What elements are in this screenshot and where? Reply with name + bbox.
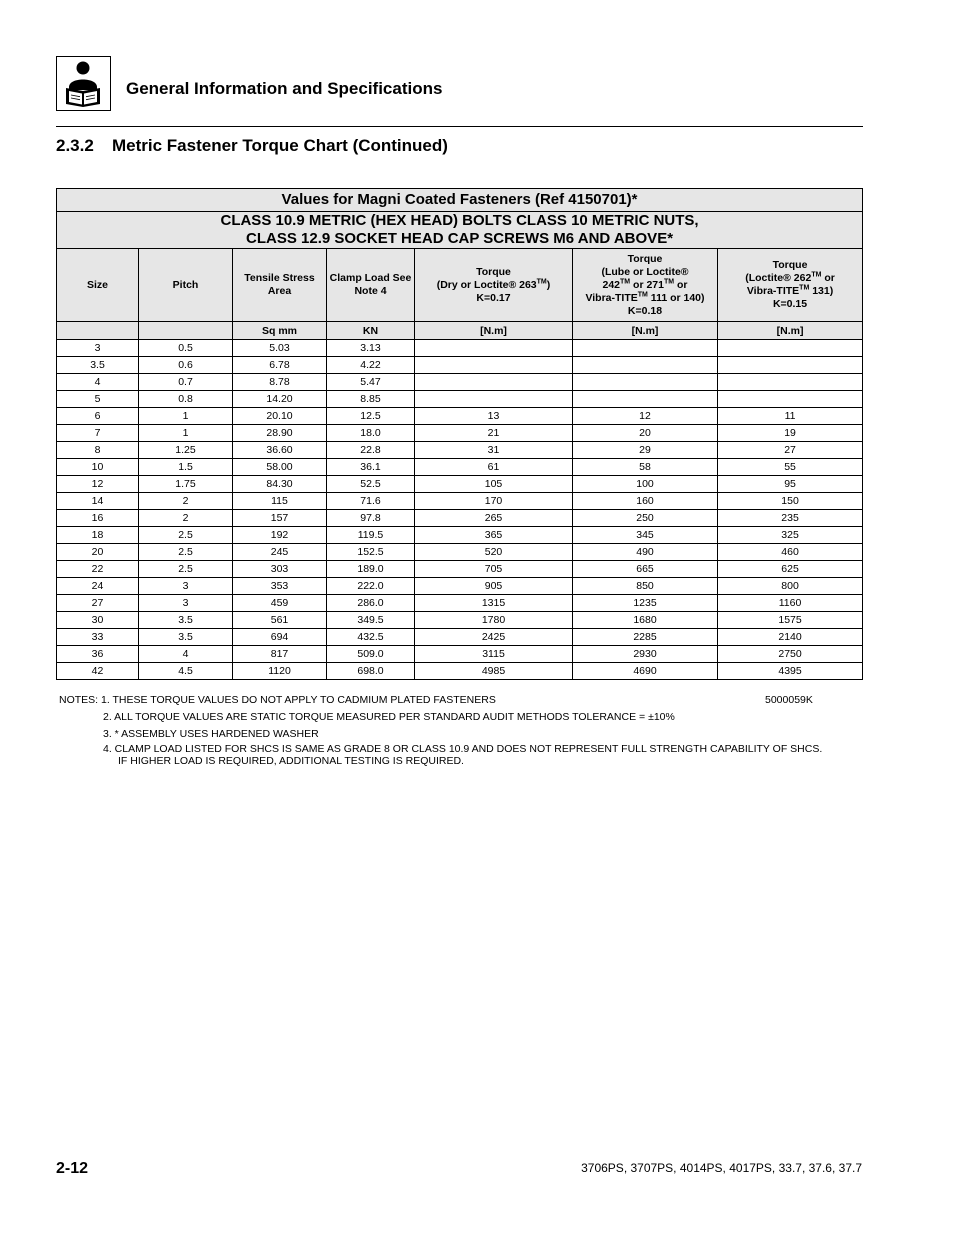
cell-size: 27	[57, 595, 139, 612]
unit-torque-dry: [N.m]	[415, 322, 573, 340]
column-header-pitch: Pitch	[139, 249, 233, 322]
cell-torque-dry	[415, 391, 573, 408]
cell-size: 8	[57, 442, 139, 459]
table-row	[57, 510, 863, 527]
cell-torque-lube: 1235	[573, 595, 718, 612]
cell-clamp: 36.1	[327, 459, 415, 476]
cell-size: 14	[57, 493, 139, 510]
cell-torque-loctite: 11	[718, 408, 863, 425]
banner-class-line-1: CLASS 10.9 METRIC (HEX HEAD) BOLTS CLASS 10 METRIC NUTS,	[220, 212, 699, 229]
cell-tensile: 28.90	[233, 425, 327, 442]
column-header-size: Size	[57, 249, 139, 322]
table-row	[57, 544, 863, 561]
cell-torque-lube	[573, 357, 718, 374]
cell-size: 10	[57, 459, 139, 476]
cell-torque-dry: 905	[415, 578, 573, 595]
cell-clamp: 119.5	[327, 527, 415, 544]
cell-size: 4	[57, 374, 139, 391]
cell-pitch: 0.5	[139, 340, 233, 357]
cell-torque-dry: 61	[415, 459, 573, 476]
cell-torque-lube: 4690	[573, 663, 718, 680]
trademark-superscript: TM	[536, 278, 547, 285]
cell-clamp: 509.0	[327, 646, 415, 663]
cell-clamp: 8.85	[327, 391, 415, 408]
cell-torque-lube: 12	[573, 408, 718, 425]
cell-pitch: 0.6	[139, 357, 233, 374]
cell-torque-loctite	[718, 391, 863, 408]
loctite-header-line-1: Torque	[772, 259, 808, 271]
cell-clamp: 432.5	[327, 629, 415, 646]
cell-tensile: 245	[233, 544, 327, 561]
trademark-superscript: TM	[620, 278, 631, 285]
cell-size: 6	[57, 408, 139, 425]
cell-size: 3.5	[57, 357, 139, 374]
table-row	[57, 612, 863, 629]
cell-torque-dry: 4985	[415, 663, 573, 680]
lube-header-line-3-mid: or 271	[630, 278, 664, 291]
cell-torque-loctite: 625	[718, 561, 863, 578]
unit-pitch	[139, 322, 233, 340]
cell-clamp: 286.0	[327, 595, 415, 612]
cell-torque-dry: 265	[415, 510, 573, 527]
lube-header-line-4: Vibra-TITE	[585, 291, 638, 304]
cell-pitch: 3	[139, 578, 233, 595]
table-row	[57, 493, 863, 510]
cell-torque-lube: 490	[573, 544, 718, 561]
table-row	[57, 459, 863, 476]
cell-torque-loctite: 27	[718, 442, 863, 459]
clamp-header-line-2: Note 4	[354, 285, 387, 297]
cell-torque-loctite	[718, 357, 863, 374]
cell-pitch: 1.5	[139, 459, 233, 476]
cell-torque-loctite: 4395	[718, 663, 863, 680]
cell-clamp: 698.0	[327, 663, 415, 680]
cell-clamp: 12.5	[327, 408, 415, 425]
cell-size: 18	[57, 527, 139, 544]
column-header-clamp	[327, 249, 415, 322]
table-banner-class	[57, 212, 863, 249]
cell-clamp: 349.5	[327, 612, 415, 629]
cell-torque-dry	[415, 357, 573, 374]
cell-torque-lube: 345	[573, 527, 718, 544]
cell-pitch: 3.5	[139, 612, 233, 629]
cell-tensile: 561	[233, 612, 327, 629]
loctite-header-line-4: K=0.15	[772, 298, 808, 310]
cell-torque-lube	[573, 374, 718, 391]
cell-torque-lube: 100	[573, 476, 718, 493]
trademark-superscript: TM	[799, 284, 810, 292]
cell-pitch: 0.8	[139, 391, 233, 408]
cell-size: 12	[57, 476, 139, 493]
cell-torque-lube: 665	[573, 561, 718, 578]
cell-torque-lube: 2930	[573, 646, 718, 663]
section-title	[56, 136, 448, 156]
cell-pitch: 1.25	[139, 442, 233, 459]
cell-pitch: 2.5	[139, 544, 233, 561]
cell-size: 16	[57, 510, 139, 527]
section-title-text: Metric Fastener Torque Chart (Continued)	[112, 136, 448, 155]
cell-torque-lube	[573, 391, 718, 408]
cell-torque-lube: 58	[573, 459, 718, 476]
cell-clamp: 5.47	[327, 374, 415, 391]
column-header-torque-lube	[573, 249, 718, 322]
cell-torque-dry: 705	[415, 561, 573, 578]
cell-torque-loctite: 19	[718, 425, 863, 442]
cell-torque-loctite: 1575	[718, 612, 863, 629]
lube-header-line-3-end: or	[674, 278, 688, 291]
table-body	[57, 340, 863, 680]
cell-torque-dry: 3115	[415, 646, 573, 663]
cell-pitch: 1.75	[139, 476, 233, 493]
cell-torque-dry: 170	[415, 493, 573, 510]
unit-torque-loctite: [N.m]	[718, 322, 863, 340]
cell-torque-loctite: 150	[718, 493, 863, 510]
cell-tensile: 20.10	[233, 408, 327, 425]
cell-torque-dry: 1780	[415, 612, 573, 629]
cell-torque-lube: 250	[573, 510, 718, 527]
table-row	[57, 340, 863, 357]
cell-pitch: 2.5	[139, 561, 233, 578]
table-row	[57, 629, 863, 646]
cell-tensile: 58.00	[233, 459, 327, 476]
table-row	[57, 595, 863, 612]
cell-pitch: 2	[139, 493, 233, 510]
dry-header-line-2: (Dry or Loctite® 263	[436, 278, 537, 291]
table-banner-class-row	[57, 212, 863, 249]
cell-torque-lube: 2285	[573, 629, 718, 646]
table-row	[57, 527, 863, 544]
cell-torque-dry	[415, 374, 573, 391]
cell-clamp: 97.8	[327, 510, 415, 527]
cell-tensile: 5.03	[233, 340, 327, 357]
unit-tensile: Sq mm	[233, 322, 327, 340]
cell-clamp: 18.0	[327, 425, 415, 442]
table-banner-title-row	[57, 189, 863, 212]
table-row	[57, 578, 863, 595]
cell-size: 20	[57, 544, 139, 561]
dry-header-line-1: Torque	[476, 265, 511, 278]
cell-torque-loctite: 800	[718, 578, 863, 595]
unit-clamp: KN	[327, 322, 415, 340]
table-row	[57, 425, 863, 442]
cell-torque-lube: 29	[573, 442, 718, 459]
note-1: NOTES: 1. THESE TORQUE VALUES DO NOT APPLY TO CADMIUM PLATED FASTENERS	[59, 694, 496, 706]
cell-pitch: 2	[139, 510, 233, 527]
column-header-torque-loctite	[718, 249, 863, 322]
dry-header-line-2-end: )	[546, 278, 551, 291]
cell-torque-dry: 13	[415, 408, 573, 425]
cell-torque-lube	[573, 340, 718, 357]
cell-torque-loctite	[718, 374, 863, 391]
loctite-header-line-3-end: 131)	[809, 285, 834, 297]
cell-size: 24	[57, 578, 139, 595]
cell-torque-loctite: 460	[718, 544, 863, 561]
column-header-torque-dry	[415, 249, 573, 322]
table-row	[57, 374, 863, 391]
cell-pitch: 3	[139, 595, 233, 612]
cell-clamp: 3.13	[327, 340, 415, 357]
cell-pitch: 3.5	[139, 629, 233, 646]
trademark-superscript: TM	[637, 291, 648, 298]
cell-tensile: 14.20	[233, 391, 327, 408]
loctite-header-line-2-end: or	[821, 272, 835, 284]
section-number: 2.3.2	[56, 136, 94, 155]
unit-size	[57, 322, 139, 340]
cell-size: 33	[57, 629, 139, 646]
tensile-header-line-1: Tensile Stress	[244, 272, 315, 284]
cell-torque-loctite: 235	[718, 510, 863, 527]
cell-torque-lube: 1680	[573, 612, 718, 629]
note-4: 4. CLAMP LOAD LISTED FOR SHCS IS SAME AS GRADE 8 OR CLASS 10.9 AND DOES NOT REPRESENT FULL STRENGTH CAPABILITY OF SHCS.	[103, 743, 823, 755]
cell-tensile: 192	[233, 527, 327, 544]
cell-torque-loctite: 325	[718, 527, 863, 544]
cell-tensile: 36.60	[233, 442, 327, 459]
tensile-header-line-2: Area	[267, 285, 292, 297]
clamp-header-line-1: Clamp Load See	[329, 272, 412, 284]
cell-torque-dry: 2425	[415, 629, 573, 646]
model-list: 3706PS, 3707PS, 4014PS, 4017PS, 33.7, 37.6, 37.7	[581, 1161, 862, 1175]
cell-torque-loctite: 1160	[718, 595, 863, 612]
cell-size: 30	[57, 612, 139, 629]
cell-size: 7	[57, 425, 139, 442]
cell-clamp: 22.8	[327, 442, 415, 459]
note-3: 3. * ASSEMBLY USES HARDENED WASHER	[103, 728, 319, 740]
document-reference: 5000059K	[765, 694, 813, 706]
note-2: 2. ALL TORQUE VALUES ARE STATIC TORQUE MEASURED PER STANDARD AUDIT METHODS TOLERANCE = ±10%	[103, 711, 675, 723]
cell-torque-dry: 1315	[415, 595, 573, 612]
cell-torque-dry: 21	[415, 425, 573, 442]
lube-header-line-3: 242	[602, 278, 621, 291]
loctite-header-line-2: (Loctite® 262	[745, 272, 812, 284]
table-row	[57, 646, 863, 663]
cell-torque-dry: 105	[415, 476, 573, 493]
cell-clamp: 189.0	[327, 561, 415, 578]
table-units-row	[57, 322, 863, 340]
banner-class-line-2: CLASS 12.9 SOCKET HEAD CAP SCREWS M6 AND ABOVE*	[246, 230, 674, 247]
note-4-continued: IF HIGHER LOAD IS REQUIRED, ADDITIONAL TESTING IS REQUIRED.	[118, 755, 464, 767]
unit-torque-lube: [N.m]	[573, 322, 718, 340]
cell-tensile: 817	[233, 646, 327, 663]
cell-clamp: 4.22	[327, 357, 415, 374]
cell-tensile: 694	[233, 629, 327, 646]
trademark-superscript: TM	[811, 271, 822, 279]
cell-pitch: 2.5	[139, 527, 233, 544]
dry-header-line-3: K=0.17	[476, 291, 511, 304]
cell-tensile: 6.78	[233, 357, 327, 374]
cell-size: 5	[57, 391, 139, 408]
cell-tensile: 115	[233, 493, 327, 510]
cell-torque-dry: 520	[415, 544, 573, 561]
lube-header-line-4-end: 111 or 140)	[647, 291, 705, 304]
table-row	[57, 561, 863, 578]
cell-tensile: 353	[233, 578, 327, 595]
table-row	[57, 476, 863, 493]
cell-tensile: 1120	[233, 663, 327, 680]
cell-torque-dry: 31	[415, 442, 573, 459]
cell-torque-loctite	[718, 340, 863, 357]
table-row	[57, 408, 863, 425]
cell-torque-loctite: 2140	[718, 629, 863, 646]
cell-pitch: 4.5	[139, 663, 233, 680]
cell-pitch: 1	[139, 408, 233, 425]
cell-size: 3	[57, 340, 139, 357]
cell-torque-loctite: 95	[718, 476, 863, 493]
lube-header-line-5: K=0.18	[627, 304, 663, 317]
loctite-header-line-3: Vibra-TITE	[746, 285, 800, 297]
cell-clamp: 71.6	[327, 493, 415, 510]
table-row	[57, 391, 863, 408]
table-header-row	[57, 249, 863, 322]
cell-pitch: 0.7	[139, 374, 233, 391]
cell-tensile: 459	[233, 595, 327, 612]
cell-tensile: 8.78	[233, 374, 327, 391]
cell-pitch: 1	[139, 425, 233, 442]
cell-tensile: 84.30	[233, 476, 327, 493]
cell-size: 36	[57, 646, 139, 663]
cell-torque-lube: 20	[573, 425, 718, 442]
cell-torque-lube: 160	[573, 493, 718, 510]
header-title: General Information and Specifications	[126, 79, 443, 98]
cell-tensile: 157	[233, 510, 327, 527]
lube-header-line-2: (Lube or Loctite®	[601, 265, 689, 278]
table-row	[57, 442, 863, 459]
cell-pitch: 4	[139, 646, 233, 663]
cell-torque-dry	[415, 340, 573, 357]
cell-clamp: 222.0	[327, 578, 415, 595]
header-divider	[56, 126, 863, 127]
table-banner-title: Values for Magni Coated Fasteners (Ref 4150701)*	[57, 189, 863, 212]
column-header-tensile	[233, 249, 327, 322]
table-row	[57, 357, 863, 374]
cell-clamp: 152.5	[327, 544, 415, 561]
torque-chart-table	[56, 188, 863, 680]
cell-tensile: 303	[233, 561, 327, 578]
table-row	[57, 663, 863, 680]
cell-size: 42	[57, 663, 139, 680]
cell-torque-loctite: 55	[718, 459, 863, 476]
page-number: 2-12	[56, 1160, 89, 1177]
trademark-superscript: TM	[663, 278, 675, 285]
cell-torque-lube: 850	[573, 578, 718, 595]
cell-clamp: 52.5	[327, 476, 415, 493]
cell-torque-loctite: 2750	[718, 646, 863, 663]
person-reading-manual-icon	[56, 56, 111, 111]
lube-header-line-1: Torque	[627, 252, 663, 265]
cell-size: 22	[57, 561, 139, 578]
cell-torque-dry: 365	[415, 527, 573, 544]
